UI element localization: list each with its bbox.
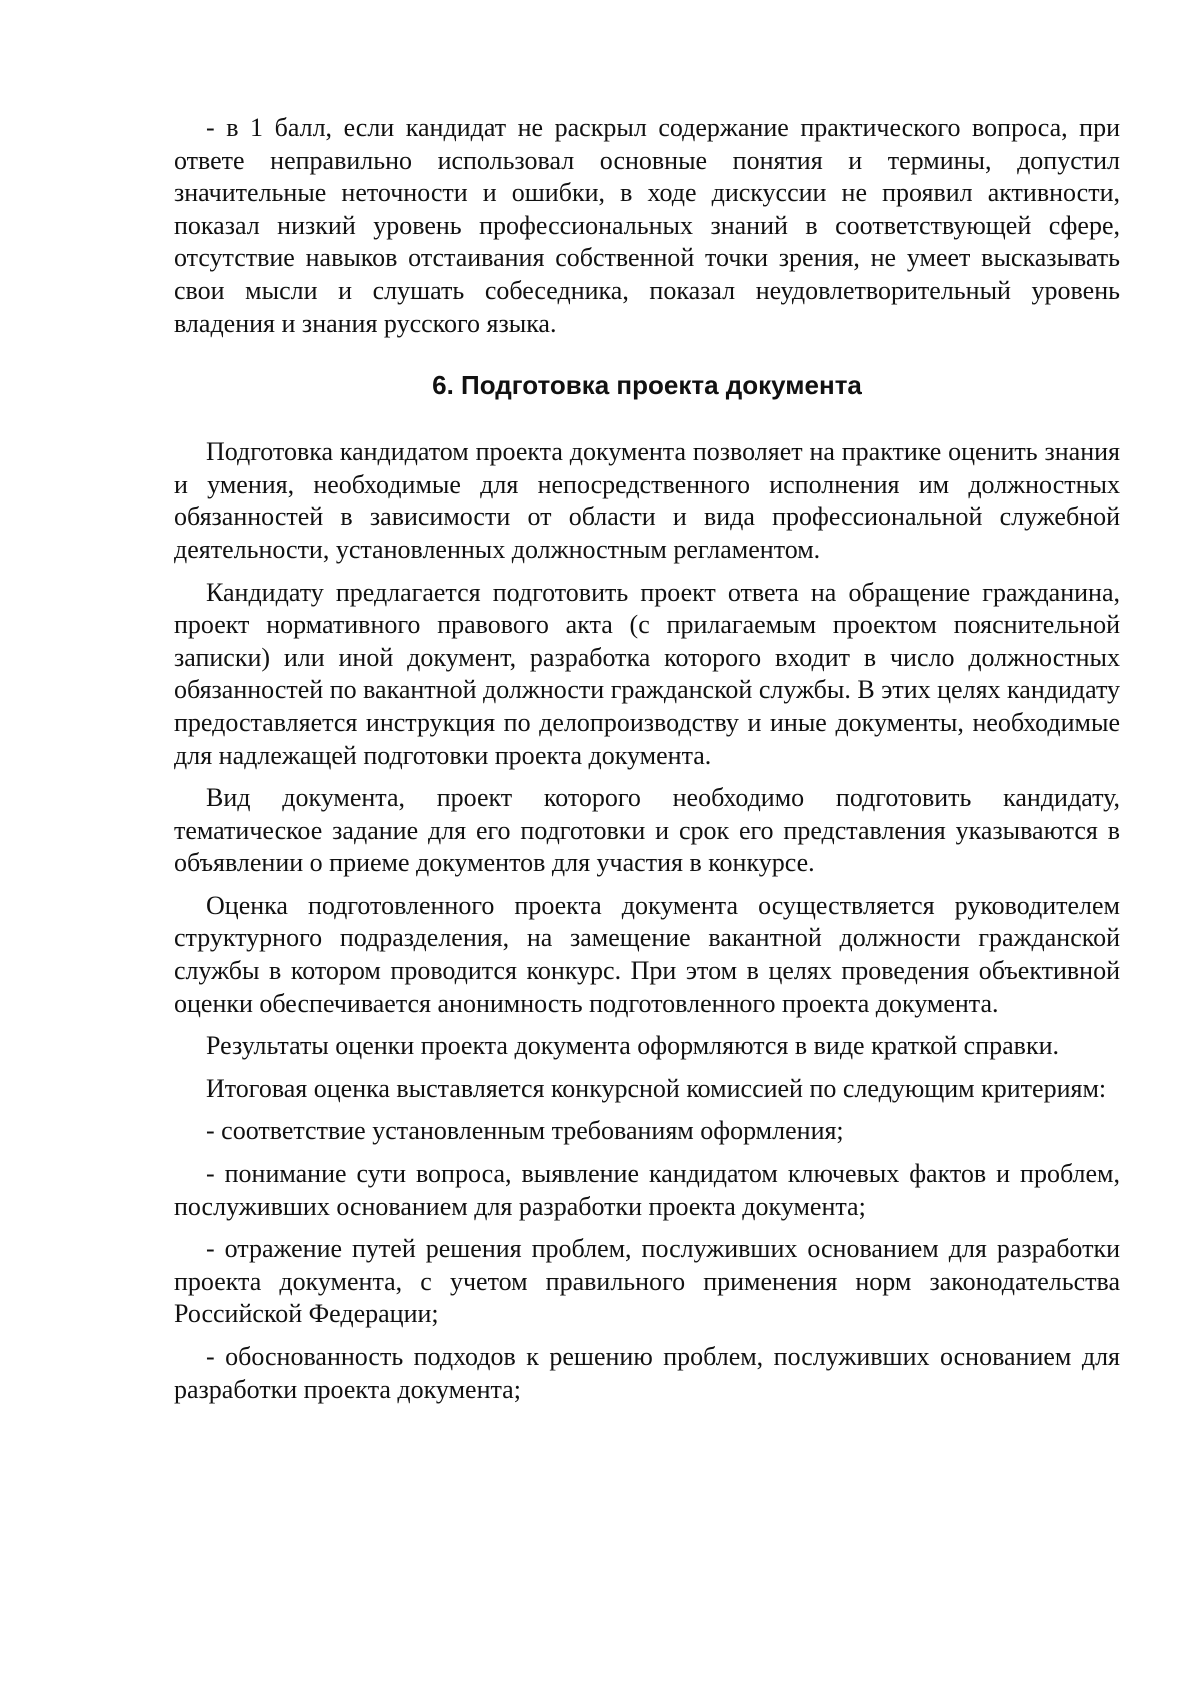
paragraph-2: Кандидату предлагается подготовить проект ответа на обращение гражданина, проект нормативного правового акта (с прилагаемым проектом пояснительной записки) или иной документ, разработка которого входит в число должностных обязанностей по вакантной должности гражданской службы. В этих целях кандидату предоставляется инструкция по делопроизводству и иные документы, необходимые для надлежащей подготовки проекта документа. xyxy=(174,577,1120,770)
intro-paragraph: - в 1 балл, если кандидат не раскрыл содержание практического вопроса, при ответе неправильно использовал основные понятия и термины, допустил значительные неточности и ошибки, в ходе дискуссии не проявил активности, показал низкий уровень профессиональных знаний в соответствующей сфере, отсутствие навыков отстаивания собственной точки зрения, не умеет высказывать свои мысли и слушать собеседника, показал неудовлетворительный уровень владения и знания русского языка. xyxy=(174,113,1120,338)
criterion-1: - соответствие установленным требованиям оформления; xyxy=(206,1116,844,1146)
paragraph-3: Вид документа, проект которого необходимо подготовить кандидату, тематическое задание для его подготовки и срок его представления указываются в объявлении о приеме документов для участия в конкурсе. xyxy=(174,783,1120,878)
criterion-4: - обоснованность подходов к решению проблем, послуживших основанием для разработки проекта документа; xyxy=(174,1342,1120,1404)
paragraph-1: Подготовка кандидатом проекта документа позволяет на практике оценить знания и умения, необходимые для непосредственного исполнения им должностных обязанностей в зависимости от области и вида профессиональной служебной деятельности, установленных должностным регламентом. xyxy=(174,437,1120,564)
section-heading: 6. Подготовка проекта документа xyxy=(432,370,862,401)
paragraph-6: Итоговая оценка выставляется конкурсной комиссией по следующим критериям: xyxy=(206,1073,1107,1103)
criterion-2: - понимание сути вопроса, выявление кандидатом ключевых фактов и проблем, послуживших основанием для разработки проекта документа; xyxy=(174,1159,1120,1221)
document-page xyxy=(174,112,1120,1416)
paragraph-4: Оценка подготовленного проекта документа осуществляется руководителем структурного подразделения, на замещение вакантной должности гражданской службы в котором проводится конкурс. При этом в целях проведения объективной оценки обеспечивается анонимность подготовленного проекта документа. xyxy=(174,890,1120,1018)
criterion-3: - отражение путей решения проблем, послуживших основанием для разработки проекта документа, с учетом правильного применения норм законодательства Российской Федерации; xyxy=(174,1234,1120,1329)
paragraph-5: Результаты оценки проекта документа оформляются в виде краткой справки. xyxy=(206,1031,1059,1061)
